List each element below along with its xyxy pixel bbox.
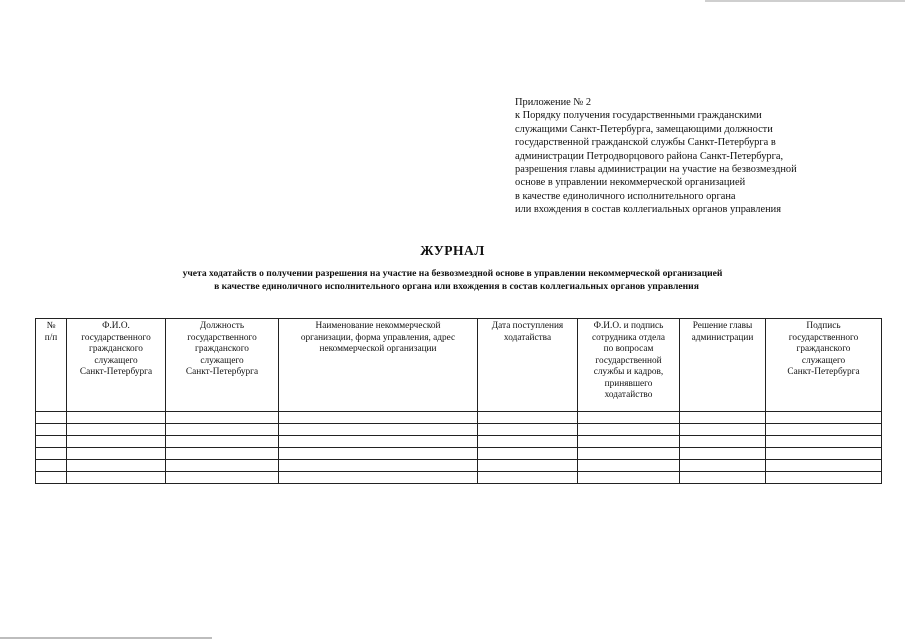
column-header-decision: Решение главы администрации	[680, 319, 766, 412]
table-header-row	[36, 319, 882, 412]
table-cell	[680, 412, 766, 424]
table-cell	[680, 472, 766, 484]
appendix-line: Приложение № 2	[515, 97, 592, 108]
table-cell	[680, 448, 766, 460]
table-cell	[478, 448, 578, 460]
column-header-position: Должность государственного гражданского служащего Санкт-Петербурга	[166, 319, 279, 412]
column-header-signature: Подпись государственного гражданского служащего Санкт-Петербурга	[766, 319, 882, 412]
table-cell	[279, 412, 478, 424]
table-cell	[67, 460, 166, 472]
table-cell	[766, 412, 882, 424]
appendix-line: администрации Петродворцового района Санкт-Петербурга,	[515, 150, 784, 162]
table-cell	[166, 436, 279, 448]
table-row	[36, 436, 882, 448]
table-row	[36, 448, 882, 460]
table-cell	[478, 412, 578, 424]
table-cell	[680, 424, 766, 436]
table-cell	[766, 448, 882, 460]
table-cell	[766, 436, 882, 448]
table-cell	[680, 460, 766, 472]
table-cell	[478, 436, 578, 448]
appendix-line: к Порядку получения государственными гражданскими	[515, 110, 762, 122]
table-cell	[166, 472, 279, 484]
table-cell	[478, 472, 578, 484]
table-cell	[578, 424, 680, 436]
table-cell	[578, 448, 680, 460]
scan-edge-bottom	[0, 637, 212, 639]
table-cell	[578, 436, 680, 448]
table-cell	[67, 448, 166, 460]
table-cell	[766, 472, 882, 484]
scan-edge-top	[705, 0, 905, 2]
table-cell	[766, 460, 882, 472]
table-row	[36, 460, 882, 472]
table-cell	[478, 424, 578, 436]
table-cell	[578, 412, 680, 424]
document-subtitle	[0, 267, 905, 293]
appendix-line: служащими Санкт-Петербурга, замещающими должности	[515, 123, 773, 135]
table-row	[36, 472, 882, 484]
table-cell	[766, 424, 882, 436]
table-cell	[166, 448, 279, 460]
appendix-line: или вхождения в состав коллегиальных органов управления	[515, 204, 781, 216]
table-cell	[36, 424, 67, 436]
table-cell	[166, 412, 279, 424]
table-cell	[36, 436, 67, 448]
table-cell	[36, 472, 67, 484]
table-body	[36, 412, 882, 484]
table-cell	[279, 448, 478, 460]
column-header-hr-officer: Ф.И.О. и подпись сотрудника отдела по вопросам государственной службы и кадров, принявшего ходатайство	[578, 319, 680, 412]
appendix-block	[515, 96, 875, 217]
subtitle-line: учета ходатайств о получении разрешения на участие на безвозмездной основе в управлении некоммерческой организацией	[182, 268, 723, 279]
table-cell	[279, 472, 478, 484]
document-title: ЖУРНАЛ	[420, 243, 485, 258]
column-header-number: № п/п	[36, 319, 67, 412]
subtitle-line: в качестве единоличного исполнительного органа или вхождения в состав коллегиальных органов управления	[214, 281, 699, 292]
appendix-line: разрешения главы администрации на участие на безвозмездной	[515, 164, 797, 176]
table-cell	[36, 460, 67, 472]
table-cell	[67, 424, 166, 436]
table-cell	[279, 460, 478, 472]
table-cell	[578, 460, 680, 472]
journal-table	[35, 318, 882, 484]
table-row	[36, 424, 882, 436]
column-header-fio: Ф.И.О. государственного гражданского служащего Санкт-Петербурга	[67, 319, 166, 412]
table-cell	[279, 424, 478, 436]
table-cell	[67, 436, 166, 448]
table-cell	[279, 436, 478, 448]
appendix-line: в качестве единоличного исполнительного органа	[515, 190, 736, 202]
table-cell	[36, 448, 67, 460]
column-header-date: Дата поступления ходатайства	[478, 319, 578, 412]
table-cell	[680, 436, 766, 448]
table-cell	[67, 472, 166, 484]
table-cell	[166, 460, 279, 472]
appendix-line: основе в управлении некоммерческой организацией	[515, 177, 746, 189]
table-row	[36, 412, 882, 424]
table-cell	[36, 412, 67, 424]
appendix-line: государственной гражданской службы Санкт-Петербурга в	[515, 137, 776, 149]
table-cell	[67, 412, 166, 424]
column-header-organization: Наименование некоммерческой организации, форма управления, адрес некоммерческой организации	[279, 319, 478, 412]
table-cell	[578, 472, 680, 484]
table-cell	[166, 424, 279, 436]
table-cell	[478, 460, 578, 472]
